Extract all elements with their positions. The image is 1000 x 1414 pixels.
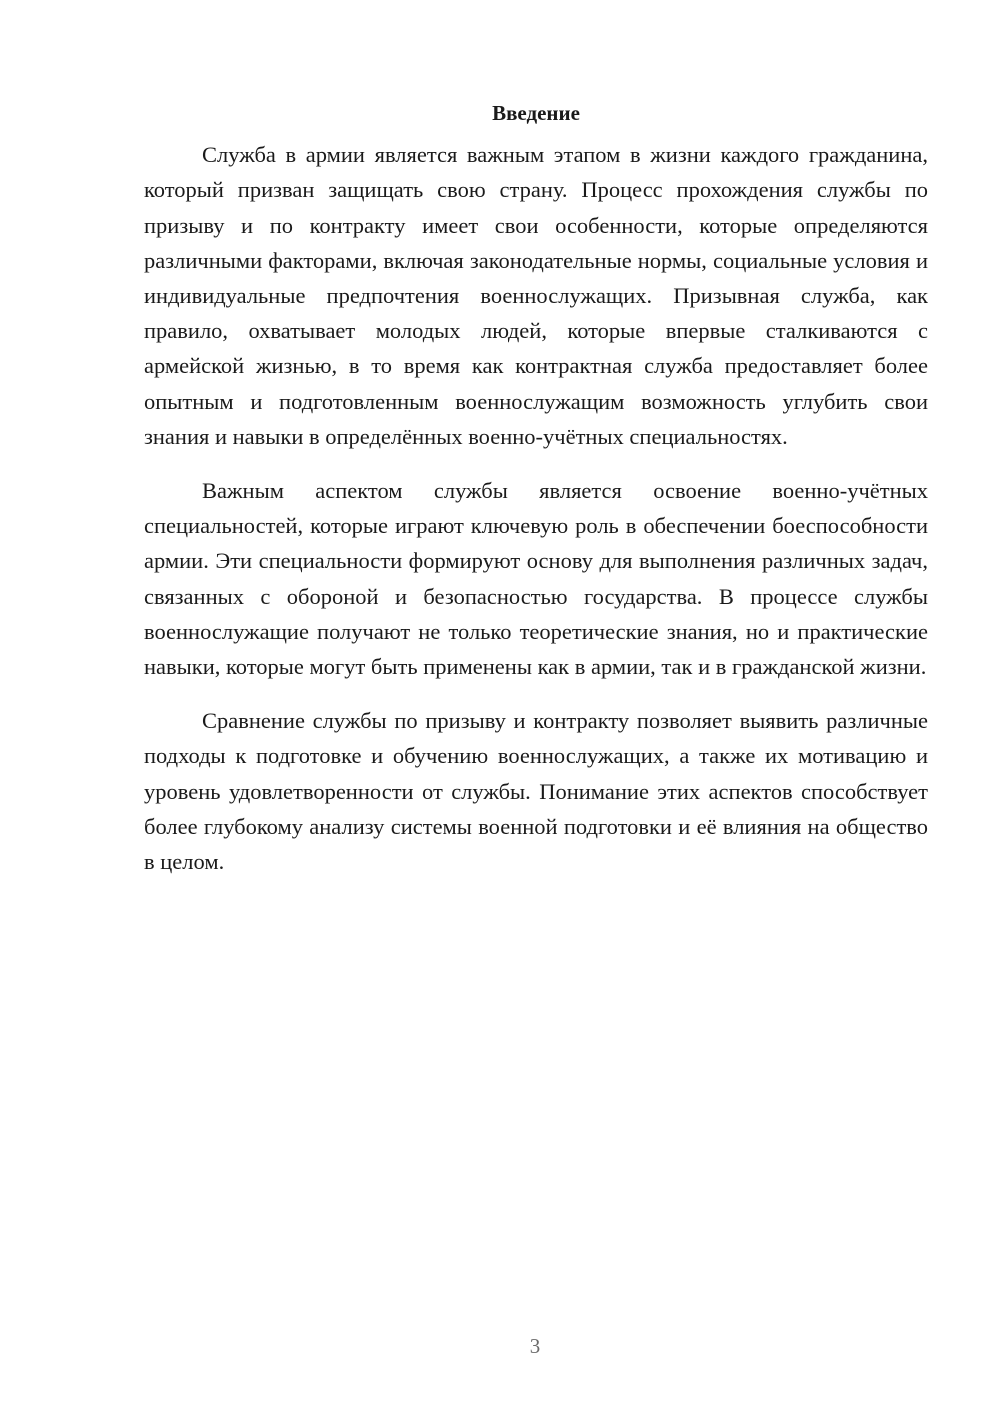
paragraph-1: Служба в армии является важным этапом в жизни каждого гражданина, который призван защищать свою страну. Процесс прохождения службы по призыву и по контракту имеет свои особенности, которые определяются различными факторами, включая законодательные нормы, социальные условия и индивидуальные предпочтения военнослужащих. Призывная служба, как правило, охватывает молодых людей, которые впервые сталкиваются с армейской жизнью, в то время как контрактная служба предоставляет более опытным и подготовленным военнослужащим возможность углубить свои знания и навыки в определённых военно-учётных специальностях. [144,142,928,449]
paragraph-2: Важным аспектом службы является освоение военно-учётных специальностей, которые играют ключевую роль в обеспечении боеспособности армии. Эти специальности формируют основу для выполнения различных задач, связанных с обороной и безопасностью государства. В процессе службы военнослужащие получают не только теоретические знания, но и практические навыки, которые могут быть применены как в армии, так и в гражданской жизни. [144,478,928,680]
paragraph-3: Сравнение службы по призыву и контракту позволяет выявить различные подходы к подготовке и обучению военнослужащих, а также их мотивацию и уровень удовлетворенности от службы. Понимание этих аспектов способствует более глубокому анализу системы военной подготовки и её влияния на общество в целом. [144,708,928,875]
section-heading: Введение [492,101,580,125]
document-body [144,96,928,879]
page-number: 3 [529,1334,541,1358]
